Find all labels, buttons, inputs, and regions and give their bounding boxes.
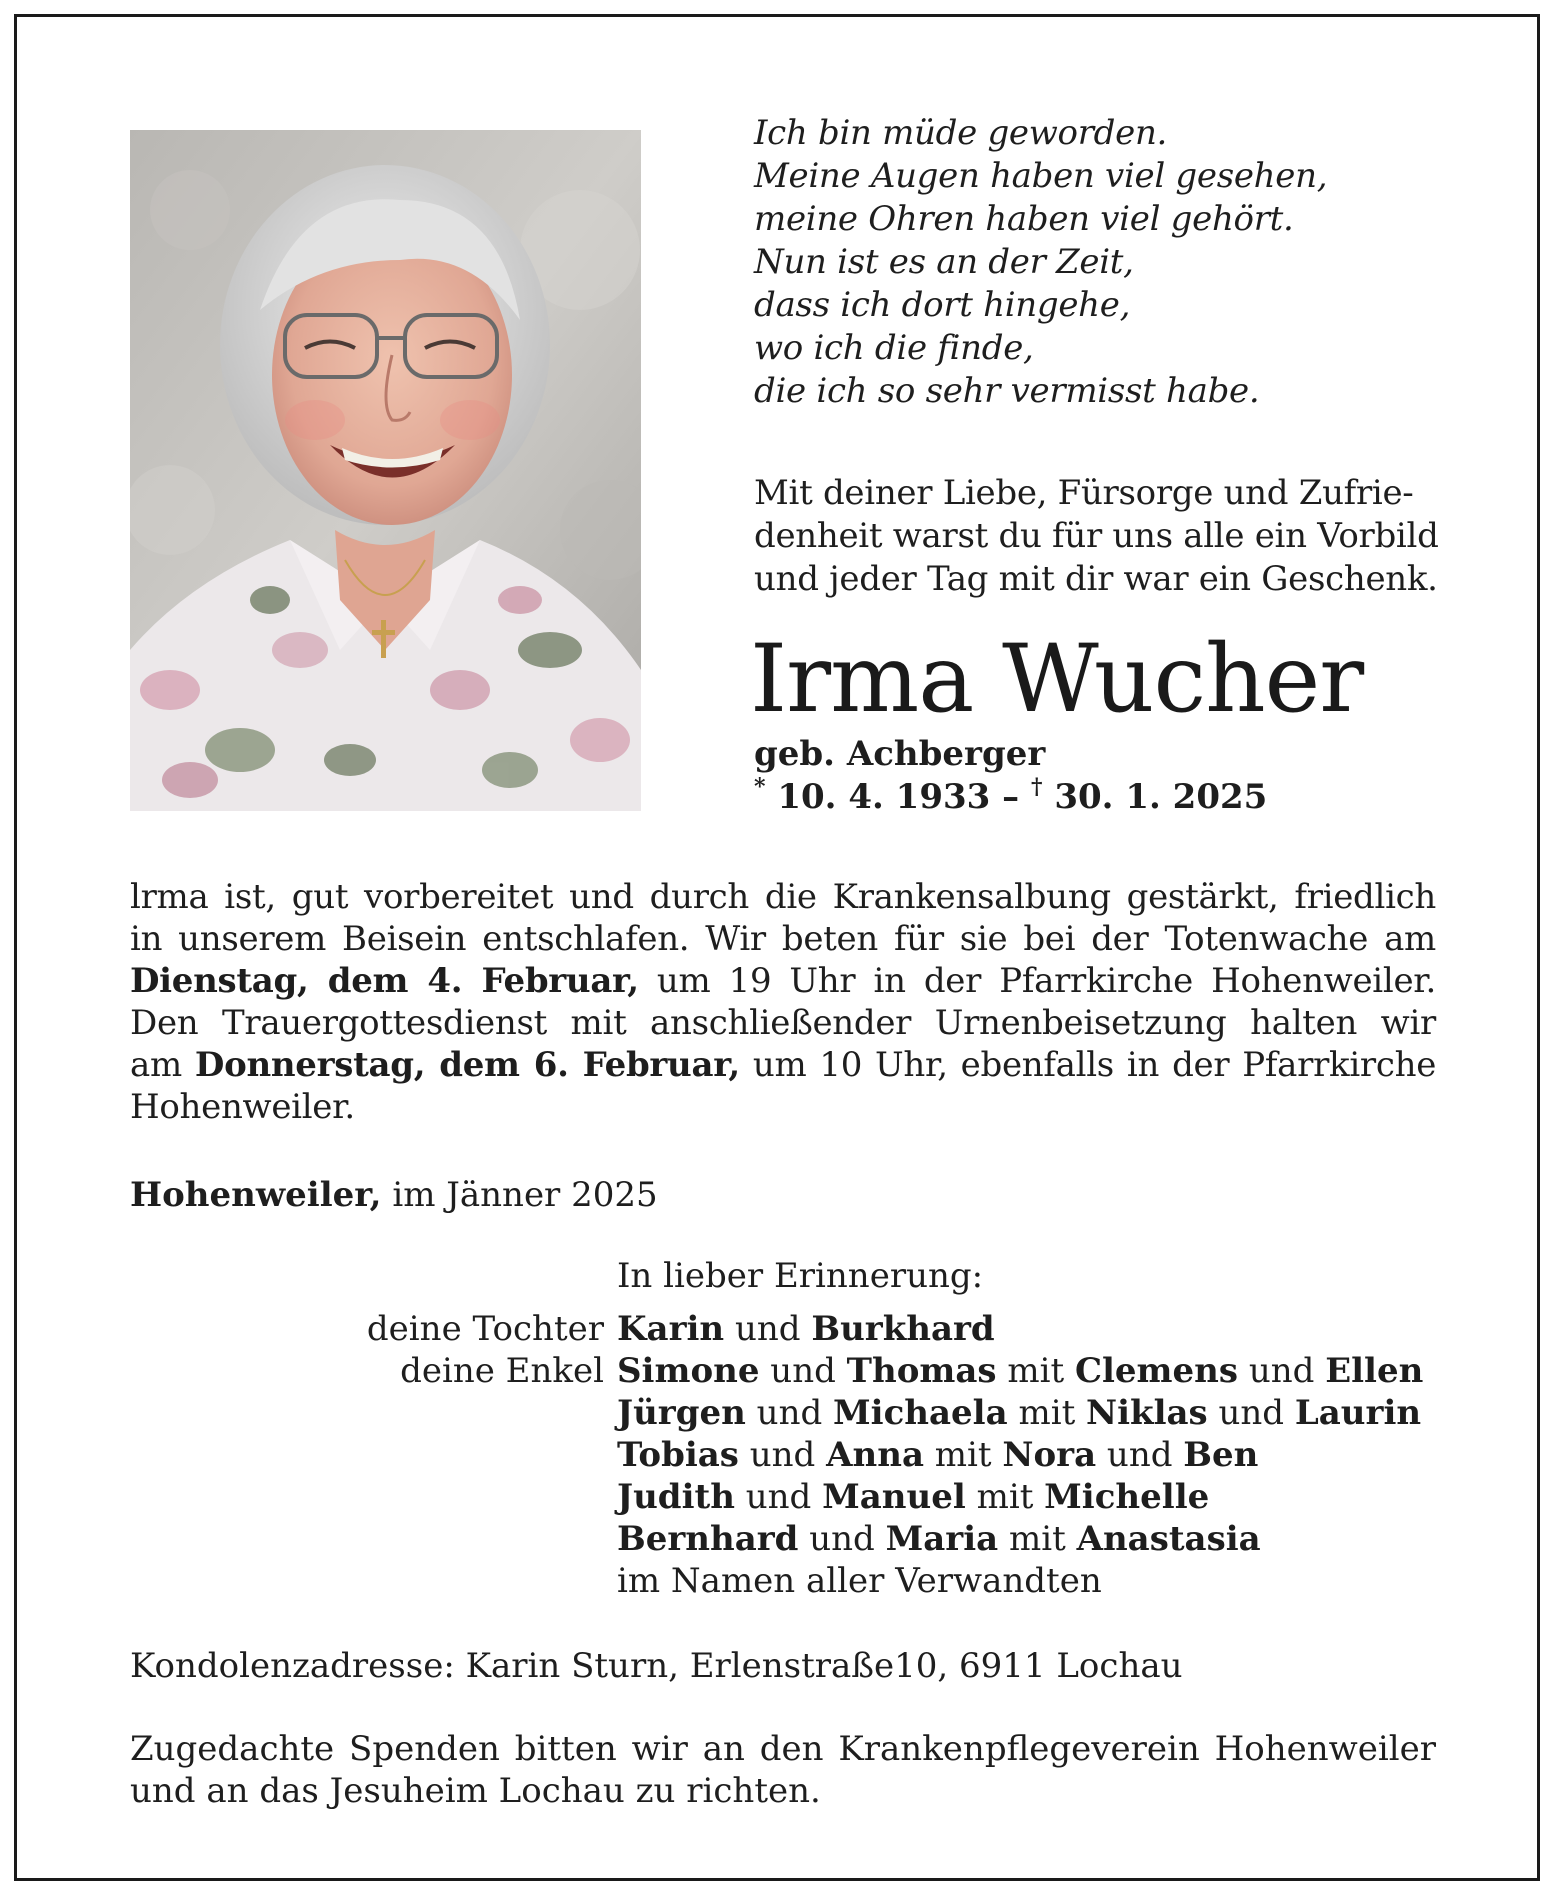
connector: mit [1007, 1393, 1087, 1433]
family-name: Michelle [1044, 1477, 1210, 1517]
service-date: Donnerstag, dem 6. Februar, [194, 1045, 740, 1085]
family-name: Manuel [822, 1477, 966, 1517]
poem-line: Ich bin müde geworden. [754, 113, 1168, 153]
family-name: Clemens [1074, 1351, 1239, 1391]
birth-date: 10. 4. 1933 [777, 777, 991, 817]
relation-label: deine Tochter [366, 1309, 604, 1349]
wake-details: um 19 Uhr in der Pfarrkirche Hohenweiler. [638, 961, 1437, 1001]
family-row-closing [300, 1560, 1500, 1602]
deceased-name: Irma Wucher [750, 625, 1364, 734]
poem-line: Meine Augen haben viel gesehen, [754, 156, 1328, 196]
family-row-grandchild [300, 1350, 1500, 1392]
place: Hohenweiler, [130, 1175, 382, 1215]
memory-heading: In lieber Erinnerung: [617, 1256, 984, 1296]
poem-line: dass ich dort hingehe, [754, 285, 1131, 325]
death-date: 30. 1. 2025 [1054, 777, 1268, 817]
family-name: Laurin [1294, 1393, 1422, 1433]
family-name: Anastasia [1076, 1519, 1261, 1559]
tribute-line: Mit deiner Liebe, Fürsorge und Zufrie- [754, 473, 1414, 513]
date: im Jänner 2025 [381, 1175, 658, 1215]
connector: und [798, 1519, 886, 1559]
service-details: um 10 Uhr, ebenfalls in der Pfarrkirche [739, 1045, 1437, 1085]
family-names [617, 1392, 1421, 1434]
family-name: Burkhard [811, 1309, 995, 1349]
family-name: Tobias [617, 1435, 739, 1475]
family-name: Ben [1183, 1435, 1259, 1475]
family-name: Niklas [1086, 1393, 1208, 1433]
service-prefix: am [130, 1045, 195, 1085]
family-name: Jürgen [617, 1393, 746, 1433]
relation-label: deine Enkel [400, 1351, 604, 1391]
family-name: Simone [617, 1351, 760, 1391]
family-list [300, 1308, 1500, 1602]
date-separator: – [990, 777, 1031, 817]
family-name: Bernhard [617, 1519, 799, 1559]
family-name: Nora [1002, 1435, 1097, 1475]
family-names [617, 1476, 1209, 1518]
family-name: Michaela [833, 1393, 1008, 1433]
family-name: Thomas [846, 1351, 997, 1391]
donations-note [130, 1728, 1436, 1812]
poem-line: die ich so sehr vermisst habe. [754, 371, 1260, 411]
announcement-line [130, 1044, 1436, 1086]
donations-line: Zugedachte Spenden bitten wir an den Krankenpflegeverein Hohenweiler [130, 1729, 1436, 1769]
family-names [617, 1350, 1423, 1392]
tribute-line: denheit warst du für uns alle ein Vorbild [754, 516, 1439, 556]
connector: mit [998, 1519, 1077, 1559]
poem-line: meine Ohren haben viel gehört. [754, 199, 1294, 239]
announcement-line [130, 960, 1436, 1002]
place-date [130, 1174, 658, 1216]
connector: und [738, 1435, 827, 1475]
wake-date: Dienstag, dem 4. Februar, [130, 961, 639, 1001]
poem-line: wo ich die finde, [754, 328, 1034, 368]
family-name: Judith [617, 1477, 735, 1517]
death-symbol: † [1031, 774, 1043, 800]
connector: und [1238, 1351, 1326, 1391]
poem-line: Nun ist es an der Zeit, [754, 242, 1134, 282]
connector: und [745, 1393, 834, 1433]
connector: und [1207, 1393, 1295, 1433]
donations-line: und an das Jesuheim Lochau zu richten. [130, 1771, 821, 1811]
family-row-grandchild [300, 1518, 1500, 1560]
family-name: Anna [826, 1435, 924, 1475]
connector: mit [996, 1351, 1075, 1391]
announcement-line: Den Trauergottesdienst mit anschließender Urnenbeisetzung halten wir [130, 1003, 1436, 1043]
poem [754, 112, 1494, 413]
connector: und [724, 1309, 812, 1349]
family-row-grandchild [300, 1434, 1500, 1476]
life-dates [754, 776, 1267, 818]
family-name: Maria [885, 1519, 999, 1559]
condolence-address: Kondolenzadresse: Karin Sturn, Erlenstraße10, 6911 Lochau [130, 1646, 1183, 1686]
connector: und [1096, 1435, 1184, 1475]
birth-symbol: * [754, 774, 766, 800]
family-names [617, 1518, 1261, 1560]
family-name: Karin [617, 1309, 725, 1349]
connector: mit [965, 1477, 1045, 1517]
family-row-grandchild [300, 1392, 1500, 1434]
announcement-line: in unserem Beisein entschlafen. Wir beten für sie bei der Totenwache am [130, 919, 1436, 959]
closing-line: im Namen aller Verwandten [617, 1561, 1102, 1601]
announcement-line: lrma ist, gut vorbereitet und durch die Krankensalbung gestärkt, friedlich [130, 877, 1436, 917]
family-row-grandchild [300, 1476, 1500, 1518]
funeral-announcement [130, 876, 1436, 1128]
maiden-name: geb. Achberger [754, 734, 1046, 774]
tribute-text [754, 472, 1494, 601]
connector: mit [924, 1435, 1003, 1475]
portrait-photo [130, 130, 641, 811]
announcement-line: Hohenweiler. [130, 1087, 355, 1127]
family-row-daughter [300, 1308, 1500, 1350]
family-names [617, 1308, 995, 1350]
family-name: Ellen [1325, 1351, 1424, 1391]
family-names [617, 1434, 1258, 1476]
tribute-line: und jeder Tag mit dir war ein Geschenk. [754, 559, 1438, 599]
connector: und [759, 1351, 847, 1391]
connector: und [734, 1477, 823, 1517]
